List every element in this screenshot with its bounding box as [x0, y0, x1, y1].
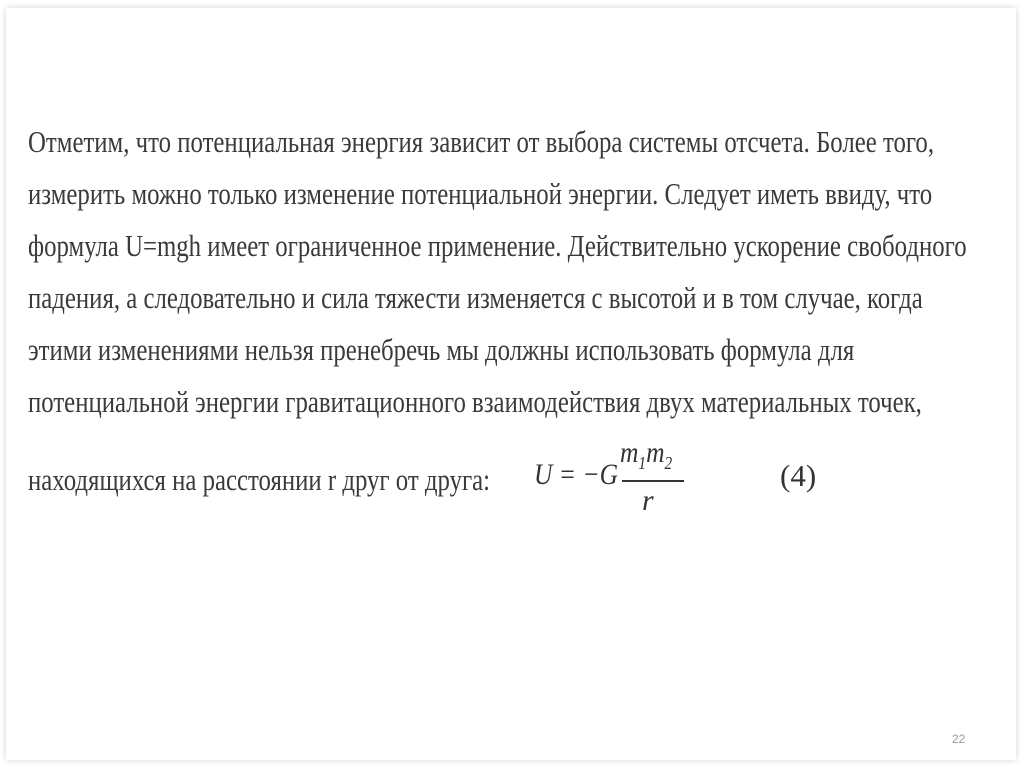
text-line: формула U=mgh имеет ограниченное применение. Действительно ускорение свободного: [28, 228, 967, 263]
equation-number: (4): [780, 458, 817, 493]
formula-m2-sub: 2: [664, 453, 673, 473]
text-line-last: находящихся на расстоянии r друг от друга:: [28, 462, 491, 497]
text-line: падения, а следовательно и сила тяжести изменяется с высотой и в том случае, когда: [28, 280, 923, 315]
formula: [534, 436, 704, 536]
text-line: этими изменениями нельзя пренебречь мы должны использовать формула для: [28, 332, 855, 367]
text-line: измерить можно только изменение потенциальной энергии. Следует иметь ввиду, что: [28, 176, 933, 211]
text-line: потенциальной энергии гравитационного взаимодействия двух материальных точек,: [28, 384, 922, 419]
text-line: Отметим, что потенциальная энергия зависит от выбора системы отсчета. Более того,: [28, 124, 935, 159]
paragraph: [28, 116, 967, 428]
formula-m1-sub: 1: [638, 453, 647, 473]
formula-numerator: [620, 436, 672, 474]
fraction-bar: [622, 480, 684, 482]
formula-denominator: r: [642, 484, 654, 517]
page-number: 22: [952, 732, 966, 746]
slide: [6, 8, 1016, 760]
formula-lhs: U = −G: [534, 458, 619, 491]
formula-m2: m: [646, 436, 665, 469]
formula-m1: m: [620, 436, 639, 469]
